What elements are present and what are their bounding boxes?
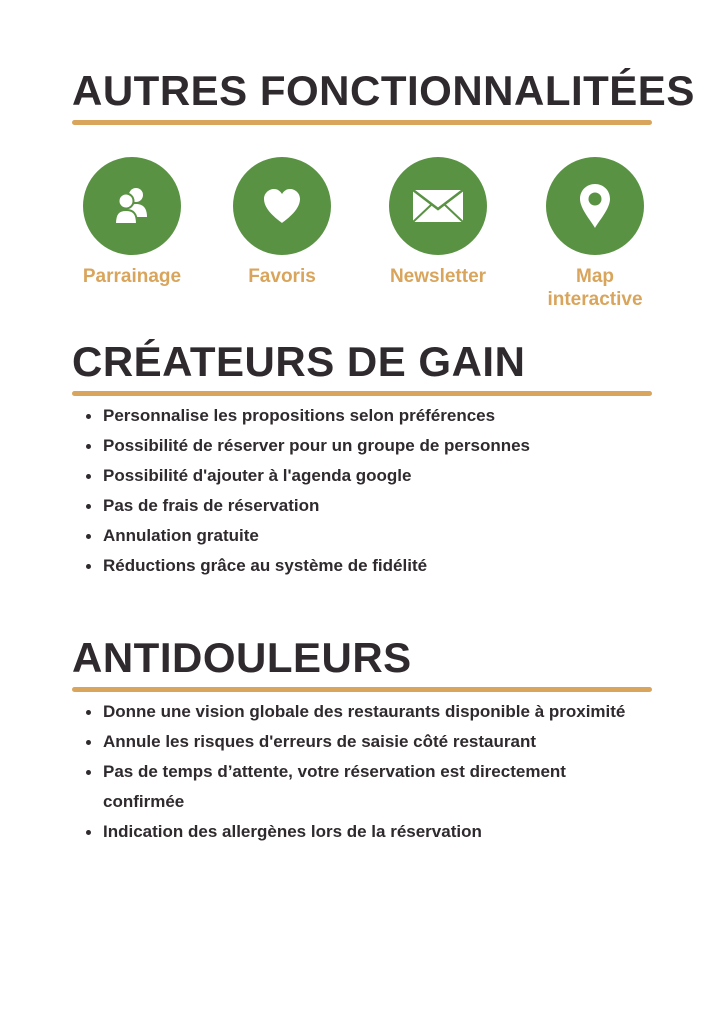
feature-newsletter-label: Newsletter	[389, 266, 487, 287]
gain-section-title: CRÉATEURS DE GAIN	[72, 338, 526, 385]
feature-map-interactive-label: Map interactive	[547, 266, 643, 310]
feature-newsletter-icon-circle	[389, 157, 487, 255]
pain-section-divider	[72, 687, 652, 692]
features-section-title: AUTRES FONCTIONNALITÉES	[72, 67, 695, 114]
pain-list	[86, 697, 666, 847]
envelope-icon	[411, 186, 465, 226]
features-row	[72, 157, 652, 317]
feature-parrainage	[72, 157, 192, 288]
list-item: Possibilité de réserver pour un groupe de personnes	[86, 431, 666, 461]
pain-section-title: ANTIDOULEURS	[72, 634, 412, 681]
feature-favoris-label: Favoris	[248, 266, 316, 287]
feature-favoris	[222, 157, 342, 288]
map-pin-icon	[577, 182, 613, 230]
feature-parrainage-icon-circle	[83, 157, 181, 255]
list-item: Réductions grâce au système de fidélité	[86, 551, 666, 581]
feature-map-icon-circle	[546, 157, 644, 255]
list-item: Indication des allergènes lors de la réservation	[86, 817, 666, 847]
heart-icon	[260, 184, 304, 228]
features-section-divider	[72, 120, 652, 125]
list-item: Annulation gratuite	[86, 521, 666, 551]
gain-list	[86, 401, 666, 581]
list-item: Donne une vision globale des restaurants disponible à proximité	[86, 697, 666, 727]
users-icon	[109, 183, 155, 229]
feature-favoris-icon-circle	[233, 157, 331, 255]
feature-parrainage-label: Parrainage	[82, 266, 182, 287]
list-item: Pas de frais de réservation	[86, 491, 666, 521]
list-item: Possibilité d'ajouter à l'agenda google	[86, 461, 666, 491]
feature-map-interactive	[535, 157, 655, 311]
feature-newsletter	[378, 157, 498, 288]
gain-section-divider	[72, 391, 652, 396]
list-item: Annule les risques d'erreurs de saisie côté restaurant	[86, 727, 666, 757]
list-item: Pas de temps d’attente, votre réservation est directement confirmée	[86, 757, 623, 817]
list-item: Personnalise les propositions selon préférences	[86, 401, 666, 431]
